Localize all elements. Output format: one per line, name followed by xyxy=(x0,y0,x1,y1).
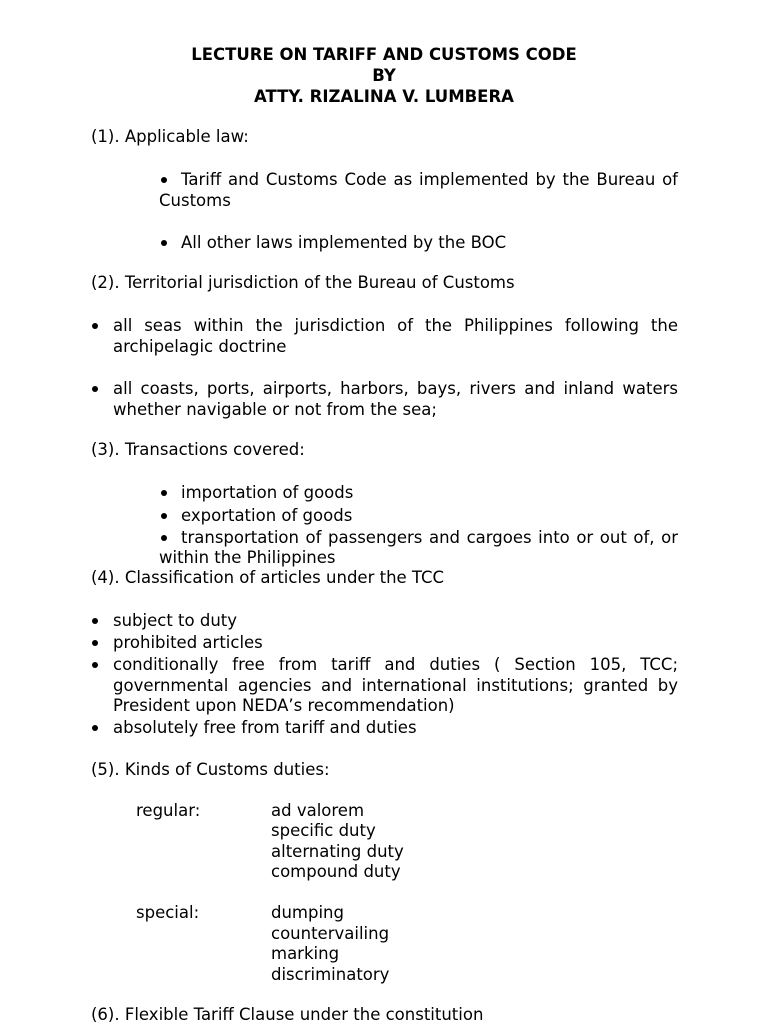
bullet-icon xyxy=(92,618,98,624)
document-title: LECTURE ON TARIFF AND CUSTOMS CODE xyxy=(191,45,577,64)
section-heading-6: (6). Flexible Tariff Clause under the constitution xyxy=(91,1005,484,1024)
list-item: all coasts, ports, airports, harbors, bays, rivers and inland waters whether navigable or not from the sea; xyxy=(113,379,678,419)
list-item: transportation of passengers and cargoes into or out of, or within the Philippines xyxy=(159,528,678,567)
list-item: subject to duty xyxy=(113,611,238,630)
duty-item: countervailing xyxy=(271,924,390,943)
document-author: ATTY. RIZALINA V. LUMBERA xyxy=(254,87,514,106)
list-item: Tariff and Customs Code as implemented by the Bureau of Customs xyxy=(159,170,678,210)
document-title-by: BY xyxy=(372,66,396,85)
bullet-icon xyxy=(161,513,167,519)
duty-item: compound duty xyxy=(271,862,401,881)
duty-item: discriminatory xyxy=(271,965,390,984)
section-heading-5: (5). Kinds of Customs duties: xyxy=(91,760,330,779)
bullet-icon xyxy=(92,323,98,329)
list-item: importation of goods xyxy=(181,483,354,502)
duty-item: alternating duty xyxy=(271,842,404,861)
duty-category-special: special: xyxy=(136,903,200,922)
duty-item: ad valorem xyxy=(271,801,365,820)
list-item: prohibited articles xyxy=(113,633,263,652)
duty-item: dumping xyxy=(271,903,344,922)
list-item: absolutely free from tariff and duties xyxy=(113,718,417,737)
section-heading-4: (4). Classification of articles under the TCC xyxy=(91,568,445,587)
section-heading-2: (2). Territorial jurisdiction of the Bureau of Customs xyxy=(91,273,515,292)
bullet-icon xyxy=(161,240,167,246)
list-item: all seas within the jurisdiction of the Philippines following the archipelagic doctrine xyxy=(113,316,678,356)
duty-item: marking xyxy=(271,944,340,963)
bullet-icon xyxy=(92,640,98,646)
section-heading-1: (1). Applicable law: xyxy=(91,127,249,146)
bullet-icon xyxy=(92,662,98,668)
duty-category-regular: regular: xyxy=(136,801,201,820)
bullet-icon xyxy=(92,386,98,392)
bullet-icon xyxy=(92,725,98,731)
list-item: exportation of goods xyxy=(181,506,353,525)
duty-item: specific duty xyxy=(271,821,376,840)
list-item: All other laws implemented by the BOC xyxy=(181,233,507,252)
bullet-icon xyxy=(161,490,167,496)
section-heading-3: (3). Transactions covered: xyxy=(91,440,305,459)
list-item: conditionally free from tariff and duties ( Section 105, TCC; governmental agencies and international institutions; granted by President upon NEDA’s recommendation) xyxy=(113,655,678,715)
